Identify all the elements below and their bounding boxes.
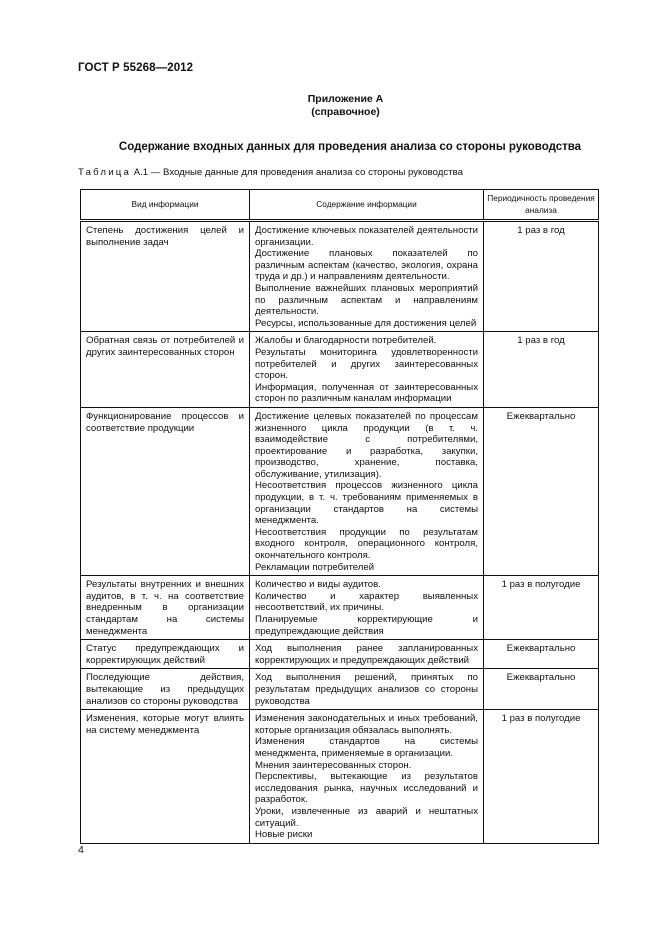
content-item: Перспективы, вытекающие из результатов исследования рынка, научных исследований и разработок. xyxy=(255,771,478,806)
cell-info-content xyxy=(250,576,484,640)
table-row xyxy=(81,332,599,408)
table-header-row xyxy=(81,190,599,221)
input-data-table xyxy=(80,189,599,844)
annex-subtitle: (справочное) xyxy=(311,106,380,118)
content-item: Ход выполнения ранее запланированных корректирующих и предупреждающих действий xyxy=(255,643,478,666)
table-caption-number: А.1 xyxy=(133,167,149,178)
header-info-type: Вид информации xyxy=(81,190,250,221)
header-review-frequency: Периодичность проведения анализа xyxy=(484,190,599,221)
table-row xyxy=(81,640,599,669)
content-item: Несоответствия процессов жизненного цикла продукции, в т. ч. требованиям применяемых в организации стандартов на системы менеджмента. xyxy=(255,480,478,527)
page-number: 4 xyxy=(78,844,84,856)
content-item: Планируемые корректирующие и предупреждающие действия xyxy=(255,614,478,637)
cell-info-type: Изменения, которые могут влиять на систему менеджмента xyxy=(81,710,250,844)
content-item: Уроки, извлеченные из аварий и нештатных ситуаций. xyxy=(255,805,478,829)
cell-info-content xyxy=(250,332,484,408)
cell-frequency: Ежеквартально xyxy=(484,407,599,575)
cell-frequency: 1 раз в полугодие xyxy=(484,710,599,844)
cell-info-content xyxy=(250,221,484,332)
cell-frequency: Ежеквартально xyxy=(484,669,599,710)
content-item: Количество и виды аудитов. xyxy=(255,579,381,591)
content-item: Изменения стандартов на системы менеджмента, применяемые в организации. xyxy=(255,736,478,759)
cell-info-content xyxy=(250,710,484,844)
cell-frequency: 1 раз в полугодие xyxy=(484,576,599,640)
table-caption-text: — Входные данные для проведения анализа со стороны руководства xyxy=(150,167,463,178)
content-item: Ресурсы, использованные для достижения целей xyxy=(255,317,477,329)
content-item: Результаты мониторинга удовлетворенности потребителей и других заинтересованных сторон. xyxy=(255,346,478,382)
cell-info-type: Обратная связь от потребителей и других заинтересованных сторон xyxy=(81,332,250,408)
cell-info-type: Статус предупреждающих и корректирующих действий xyxy=(81,640,250,669)
content-item: Достижение целевых показателей по процессам жизненного цикла продукции (в т. ч. взаимодействие с потребителями, проектирование и разработка, закупки, производство, хранение, поставка, обслуживание, утилизация). xyxy=(255,410,478,480)
table-row xyxy=(81,710,599,844)
cell-info-type: Функционирование процессов и соответствие продукции xyxy=(81,407,250,575)
content-item: Несоответствия продукции по результатам входного контроля, операционного контроля, окончательного контроля. xyxy=(255,526,478,562)
header-info-content: Содержание информации xyxy=(250,190,484,221)
table-caption-label: Таблица xyxy=(78,167,132,178)
cell-info-type: Степень достижения целей и выполнение задач xyxy=(81,221,250,332)
cell-frequency: Ежеквартально xyxy=(484,640,599,669)
cell-info-type: Последующие действия, вытекающие из предыдущих анализов со стороны руководства xyxy=(81,669,250,710)
content-item: Ход выполнения решений, принятых по результатам предыдущих анализов со стороны руководства xyxy=(255,672,478,707)
table-row xyxy=(81,576,599,640)
annex-title-block xyxy=(0,93,661,119)
standard-code: ГОСТ Р 55268—2012 xyxy=(78,62,194,74)
content-item: Количество и характер выявленных несоответствий, их причины. xyxy=(255,590,478,614)
cell-info-type: Результаты внутренних и внешних аудитов, в т. ч. на соответствие внедренным в организации стандартам на системы менеджмента xyxy=(81,576,250,640)
content-item: Новые риски xyxy=(255,829,313,841)
cell-info-content xyxy=(250,640,484,669)
content-item: Информация, полученная от заинтересованных сторон по различным каналам информации xyxy=(255,381,478,405)
content-item: Выполнение важнейших плановых мероприятий по различным аспектам и направлениям деятельности. xyxy=(255,282,478,318)
table-row xyxy=(81,407,599,575)
section-heading: Содержание входных данных для проведения анализа со стороны руководства xyxy=(118,141,582,153)
content-item: Мнения заинтересованных сторон. xyxy=(255,759,412,771)
annex-title: Приложение А xyxy=(307,93,384,105)
table-row xyxy=(81,221,599,332)
content-item: Изменения законодательных и иных требований, которые организация обязалась выполнять. xyxy=(255,713,478,736)
table-caption xyxy=(78,167,463,178)
cell-frequency: 1 раз в год xyxy=(484,332,599,408)
table-row xyxy=(81,669,599,710)
content-item: Достижение плановых показателей по различным аспектам (качество, экология, охрана труда и др.) и направлениям деятельности. xyxy=(255,248,478,283)
content-item: Рекламации потребителей xyxy=(255,561,375,573)
cell-frequency: 1 раз в год xyxy=(484,221,599,332)
content-item: Жалобы и благодарности потребителей. xyxy=(255,335,437,347)
cell-info-content xyxy=(250,669,484,710)
content-item: Достижение ключевых показателей деятельности организации. xyxy=(255,225,478,248)
cell-info-content xyxy=(250,407,484,575)
